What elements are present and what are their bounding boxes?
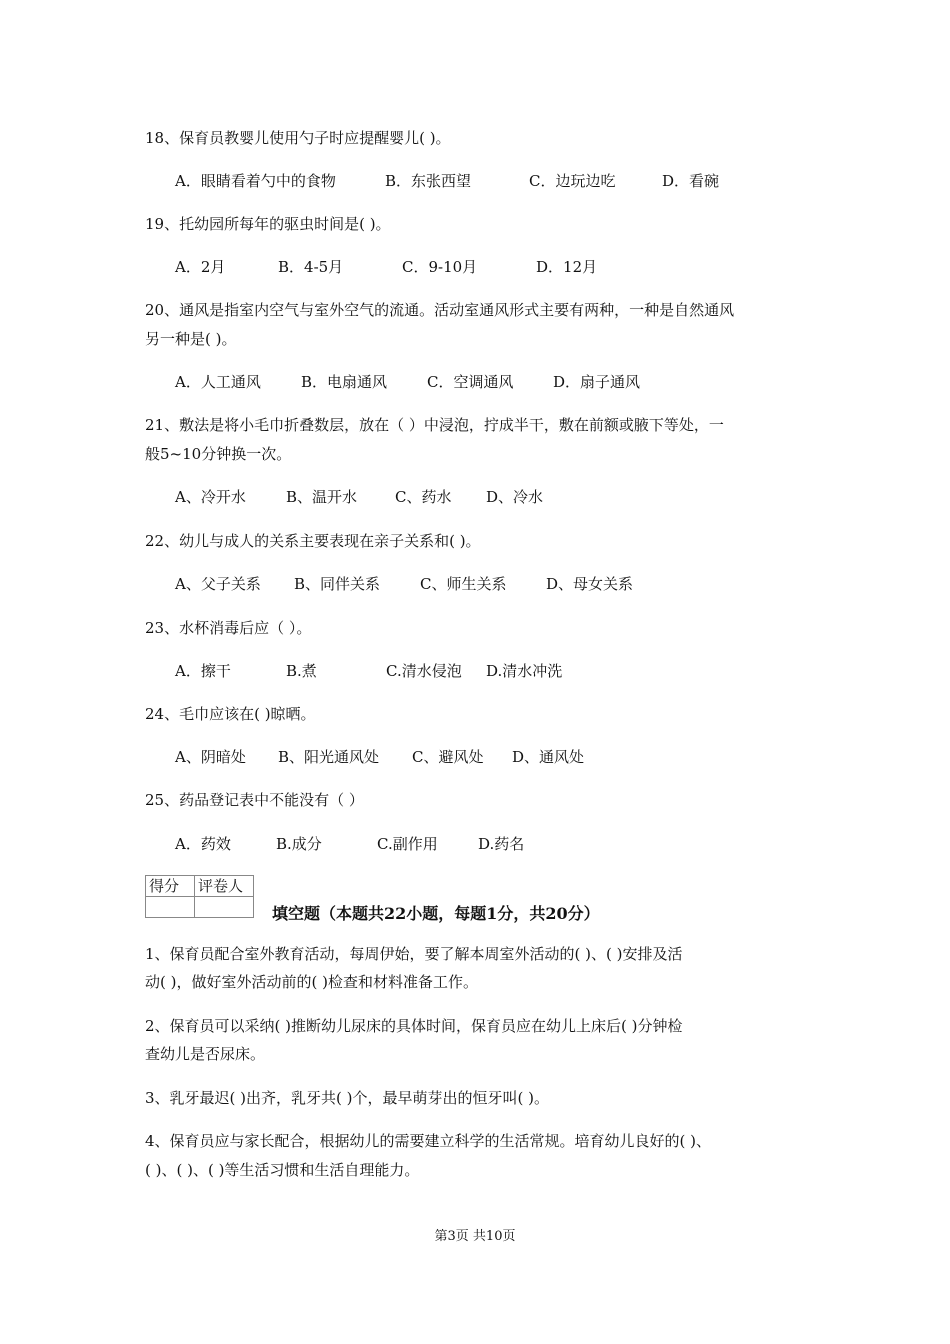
option-d: D.清水冲洗 [486,662,563,680]
question-stem: 23、水杯消毒后应（ ）。 [145,619,312,637]
option-d: D．看碗 [662,172,720,190]
option-b: B．东张西望 [385,172,472,190]
option-c: C．9-10月 [402,258,478,276]
option-c: C．空调通风 [427,373,514,391]
option-d: D．12月 [536,258,598,276]
question-stem: 19、托幼园所每年的驱虫时间是( )。 [145,215,391,233]
option-d: D.药名 [478,835,525,853]
option-c: C、避风处 [412,748,484,766]
option-c: C.清水侵泡 [386,662,462,680]
fill-question-text: 1、保育员配合室外教育活动，每周伊始，要了解本周室外活动的( )、( )安排及活 [145,945,683,963]
option-b: B．4-5月 [278,258,344,276]
option-a: A、冷开水 [175,488,246,506]
option-d: D、冷水 [486,488,544,506]
option-d: D．扇子通风 [553,373,641,391]
option-a: A．眼睛看着勺中的食物 [175,172,336,190]
option-a: A．药效 [175,835,231,853]
option-d: D、母女关系 [546,575,634,593]
fill-question-text: 4、保育员应与家长配合，根据幼儿的需要建立科学的生活常规。培育幼儿良好的( )、 [145,1132,712,1150]
score-box [145,875,254,918]
page-footer: 第3页 共10页 [434,1229,516,1244]
question-stem-cont: 般5~10分钟换一次。 [145,445,292,463]
option-b: B．电扇通风 [301,373,388,391]
option-c: C．边玩边吃 [529,172,616,190]
fill-question-text: 2、保育员可以采纳( )推断幼儿尿床的具体时间，保育员应在幼儿上床后( )分钟检 [145,1017,683,1035]
option-b: B.煮 [286,662,317,680]
option-a: A．擦干 [175,662,231,680]
option-a: A、阴暗处 [175,748,246,766]
section-title: 填空题（本题共22小题，每题1分，共20分） [272,904,600,923]
option-a: A．人工通风 [175,373,261,391]
fill-question-text-cont: 动( )，做好室外活动前的( )检查和材料准备工作。 [145,973,478,991]
grader-cell [195,897,254,918]
option-c: C、药水 [395,488,452,506]
question-stem: 20、通风是指室内空气与室外空气的流通。活动室通风形式主要有两种，一种是自然通风 [145,301,735,319]
option-d: D、通风处 [512,748,585,766]
grader-label: 评卷人 [195,876,254,897]
option-b: B、温开水 [286,488,358,506]
question-stem: 25、药品登记表中不能没有（ ） [145,791,364,809]
option-a: A．2月 [175,258,226,276]
score-cell [146,897,195,918]
fill-question-text: 3、乳牙最迟( )出齐，乳牙共( )个，最早萌芽出的恒牙叫( )。 [145,1089,549,1107]
option-c: C、师生关系 [420,575,507,593]
option-b: B、同伴关系 [294,575,381,593]
option-b: B、阳光通风处 [278,748,380,766]
option-a: A、父子关系 [175,575,261,593]
fill-question-text-cont: 查幼儿是否尿床。 [145,1045,266,1063]
question-stem: 18、保育员教婴儿使用勺子时应提醒婴儿( )。 [145,129,451,147]
fill-question-text-cont: ( )、( )、( )等生活习惯和生活自理能力。 [145,1161,420,1179]
question-stem: 22、幼儿与成人的关系主要表现在亲子关系和( )。 [145,532,481,550]
question-stem: 24、毛巾应该在( )晾晒。 [145,705,316,723]
score-label: 得分 [146,876,195,897]
option-b: B.成分 [276,835,322,853]
question-stem: 21、敷法是将小毛巾折叠数层，放在（ ）中浸泡，拧成半干，敷在前额或腋下等处，一 [145,416,724,434]
option-c: C.副作用 [377,835,438,853]
question-stem-cont: 另一种是( )。 [145,330,237,348]
